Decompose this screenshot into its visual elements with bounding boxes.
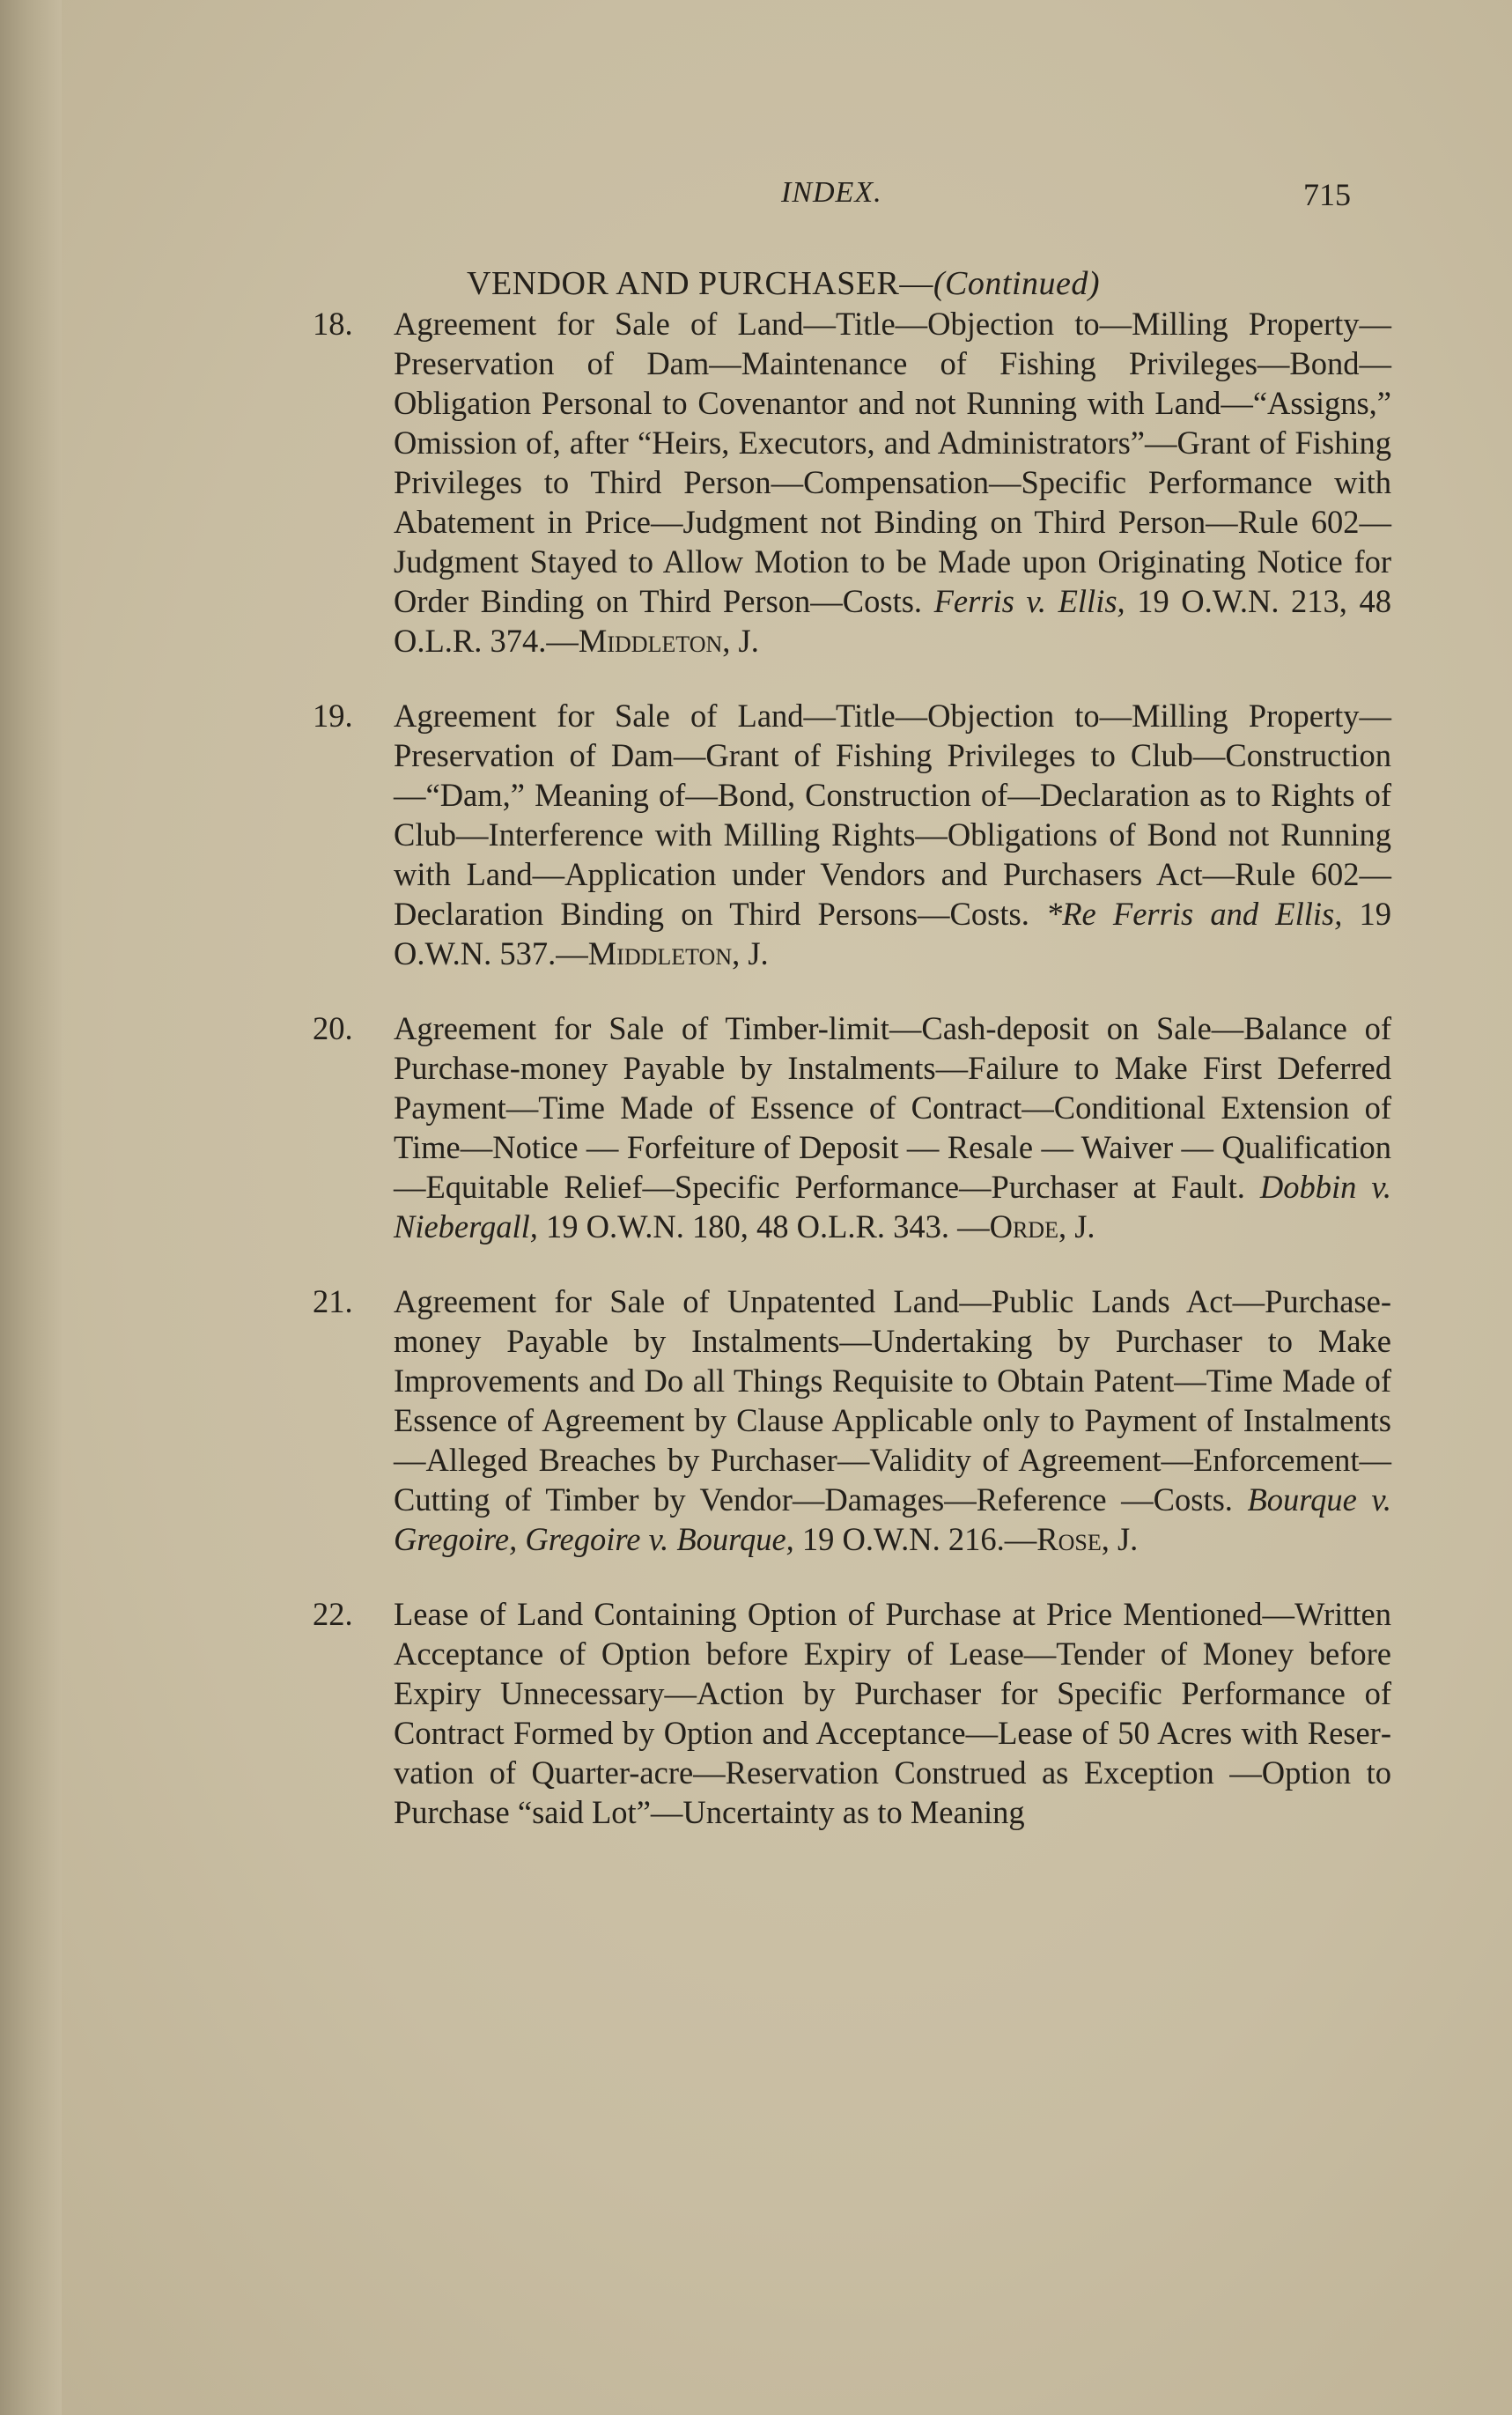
entry-number: 20.	[313, 1010, 353, 1046]
entry-text: Agreement for Sale of Unpatented Land—Public Lands Act—Purchase-money Payable by Instalments—Undertaking by Purchaser to Make Improvements and Do all Things Requisite to Obtain Patent—Time Made of Essence of Agreement by Clause Applicable only to Payment of Instalments—Alleged Breaches by Purchaser—Validity of Agreement—Enforcement—Cutting of Timber by Vendor—Damages—Reference —Costs.	[394, 1283, 1391, 1518]
running-head	[0, 176, 1512, 229]
section-title: VENDOR AND PURCHASER—	[467, 265, 933, 302]
index-entry	[313, 1008, 1391, 1246]
running-title: INDEX.	[781, 176, 882, 209]
index-entry	[313, 304, 1391, 661]
index-entries	[313, 304, 1391, 1867]
case-name: Bourque v. Gregoire, Gregoire v. Bourque,	[394, 1481, 1392, 1557]
entry-body	[394, 1596, 1391, 1830]
entry-text: Agreement for Sale of Timber-limit—Cash-deposit on Sale—Balance of Purchase-money Payable by Instalments—Failure to Make First Deferred Payment—Time Made of Essence of Contract—Conditional Extension of Time—Notice — Forfeiture of Deposit — Resale — Waiver — Qualification—Equitable Relief—Specific Performance—Purchaser at Fault.	[394, 1010, 1391, 1205]
entry-text: Agreement for Sale of Land—Title—Objection to—Milling Property—Preservation of Dam—Grant of Fishing Privileges to Club—Construction—“Dam,” Meaning of—Bond, Construction of—Declaration as to Rights of Club—Interference with Milling Rights—Obligations of Bond not Running with Land—Application under Vendors and Purchasers Act—Rule 602—Declaration Binding on Third Persons—Costs.	[394, 698, 1391, 932]
page-number: 715	[1303, 177, 1351, 212]
entry-body	[394, 1283, 1391, 1557]
index-entry	[313, 1281, 1391, 1559]
binding-gutter	[0, 0, 62, 2415]
judge: Middleton, J.	[587, 935, 769, 971]
case-name: Dobbin v. Niebergall,	[394, 1169, 1391, 1244]
judge: Orde, J.	[989, 1208, 1095, 1244]
entry-text: Lease of Land Containing Option of Purchase at Price Mentioned—Written Acceptance of Option before Expiry of Lease—Tender of Money before Expiry Unnecessary—Action by Purchaser for Specific Performance of Contract Formed by Option and Acceptance—Lease of 50 Acres with Reservation of Quarter-acre—Reservation Construed as Exception —Option to Purchase “said Lot”—Uncertainty as to Meaning	[394, 1596, 1391, 1830]
entry-body	[394, 1010, 1391, 1244]
index-entry	[313, 1594, 1391, 1832]
citation: 19 O.W.N. 180, 48 O.L.R. 343. —	[546, 1208, 990, 1244]
judge: Rose, J.	[1036, 1521, 1139, 1557]
judge: Middleton, J.	[578, 623, 759, 659]
entry-number: 19.	[313, 698, 353, 734]
entry-body	[394, 306, 1391, 659]
entry-number: 18.	[313, 306, 353, 342]
citation: 19 O.W.N. 216.—	[801, 1521, 1037, 1557]
continued-label: (Continued)	[933, 265, 1101, 302]
citation: 19 O.W.N. 213, 48 O.L.R. 374.—	[394, 583, 1391, 659]
entry-number: 21.	[313, 1283, 353, 1319]
entry-text: Agreement for Sale of Land—Title—Objection to—Milling Property—Preservation of Dam—Maintenance of Fishing Privileges—Bond—Obligation Personal to Covenantor and not Running with Land—“Assigns,” Omission of, after “Heirs, Executors, and Administrators”—Grant of Fishing Privileges to Third Person—Compensation—Specific Performance with Abatement in Price—Judgment not Binding on Third Person—Rule 602—Judgment Stayed to Allow Motion to be Made upon Originating Notice for Order Binding on Third Person—Costs.	[394, 306, 1391, 619]
entry-body	[394, 698, 1391, 971]
index-entry	[313, 696, 1391, 973]
case-name: Ferris v. Ellis,	[933, 583, 1125, 619]
case-name: *Re Ferris and Ellis,	[1046, 896, 1343, 932]
citation: 19 O.W.N. 537.—	[394, 896, 1392, 971]
section-heading	[467, 264, 1100, 303]
entry-number: 22.	[313, 1596, 353, 1632]
